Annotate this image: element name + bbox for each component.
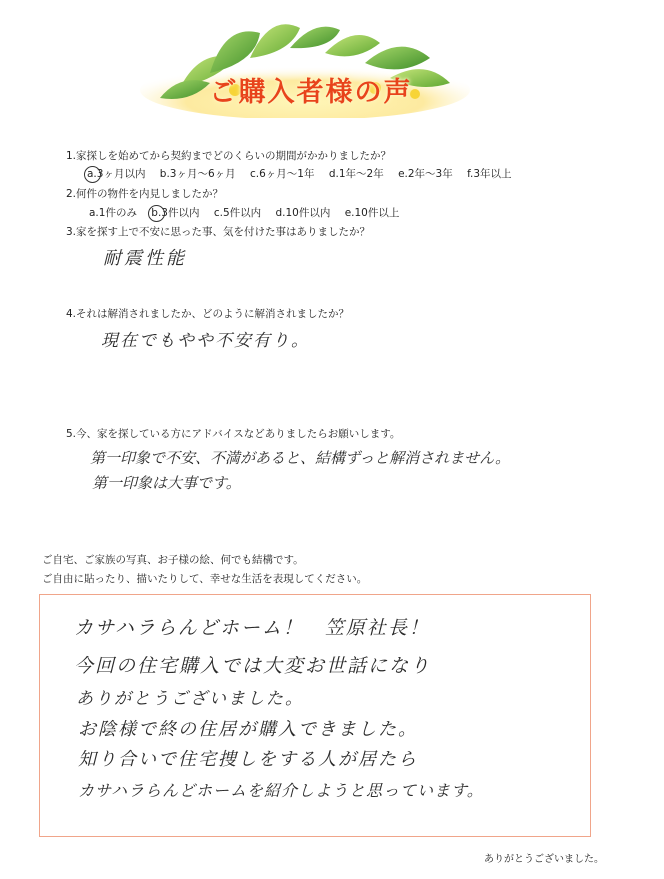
question-3-answer: 耐震性能: [103, 248, 187, 269]
page-title: ご購入者様の声: [209, 77, 413, 108]
message-line-6: カサハラらんどホームを紹介しようと思っています。: [78, 781, 484, 800]
footer-thanks: ありがとうございました。: [484, 854, 604, 865]
option-selected: b.3件以内: [151, 207, 200, 219]
question-5: 5.今、家を探している方にアドバイスなどありましたらお願いします。: [66, 428, 401, 440]
option: c.6ヶ月～1年: [250, 168, 315, 180]
message-box: [39, 594, 591, 837]
message-line-4: お陰様で終の住居が購入できました。: [78, 719, 418, 740]
question-2: 2.何件の物件を内見しましたか？: [66, 188, 224, 200]
option: a.1件のみ: [89, 207, 137, 219]
question-1-options: [87, 166, 523, 181]
option-selected: a.3ヶ月以内: [87, 168, 146, 180]
option: c.5件以内: [213, 207, 262, 219]
option: e.10件以上: [344, 207, 400, 219]
message-line-1: カサハラらんどホーム！ 笠原社長！: [74, 617, 430, 639]
question-1: 1.家探しを始めてから契約までどのくらいの期間がかかりましたか？: [66, 150, 392, 162]
option: e.2年～3年: [398, 168, 453, 180]
option: d.1年～2年: [328, 168, 384, 180]
question-4-answer: 現在でもやや不安有り。: [101, 331, 310, 351]
message-line-5: 知り合いで住宅捜しをする人が居たら: [78, 749, 418, 770]
question-5-answer-line-2: 第一印象は大事です。: [92, 474, 241, 492]
question-3: 3.家を探す上で不安に思った事、気を付けた事はありましたか？: [66, 226, 371, 238]
note-line-2: ご自由に貼ったり、描いたりして、幸せな生活を表現してください。: [42, 573, 368, 585]
message-line-2: 今回の住宅購入では大変お世話になり: [74, 655, 432, 677]
question-5-answer-line-1: 第一印象で不安、不満があると、結構ずっと解消されません。: [90, 449, 511, 467]
question-2-options: [89, 205, 410, 220]
option: d.10件以内: [275, 207, 331, 219]
question-4: 4.それは解消されましたか、どのように解消されましたか？: [66, 308, 350, 320]
message-line-3: ありがとうございました。: [76, 689, 304, 709]
option: b.3ヶ月～6ヶ月: [159, 168, 236, 180]
option: f.3年以上: [467, 168, 512, 180]
note-line-1: ご自宅、ご家族の写真、お子様の絵、何でも結構です。: [42, 554, 304, 566]
